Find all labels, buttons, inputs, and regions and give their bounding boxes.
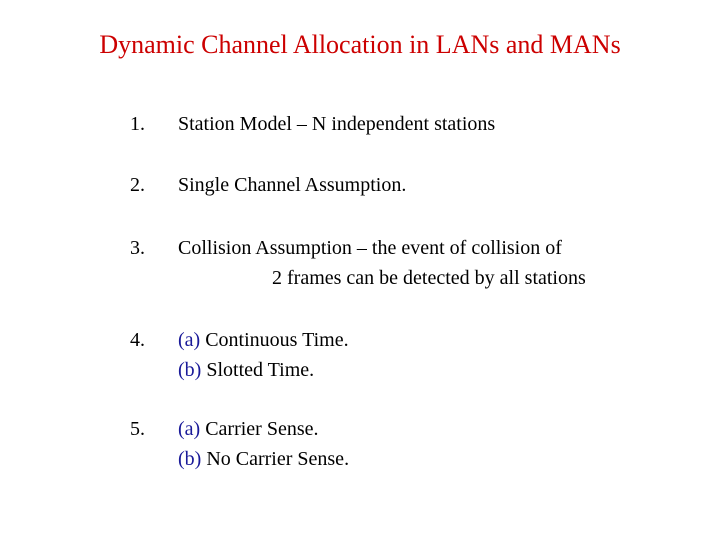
item-number: 1. bbox=[130, 113, 145, 135]
item-text: Single Channel Assumption. bbox=[178, 174, 407, 196]
item-text: Station Model – N independent stations bbox=[178, 113, 496, 135]
sub-item-text: Slotted Time. bbox=[201, 359, 315, 381]
sub-item-marker: (b) bbox=[178, 448, 202, 470]
sub-item-marker: (a) bbox=[178, 329, 201, 351]
sub-item-b bbox=[178, 444, 349, 474]
sub-item-marker: (b) bbox=[178, 359, 202, 381]
sub-item-text: No Carrier Sense. bbox=[201, 448, 350, 470]
item-text-block bbox=[178, 325, 349, 385]
sub-item-b bbox=[178, 355, 349, 385]
sub-item-a bbox=[178, 414, 349, 444]
item-text-block bbox=[178, 233, 586, 293]
item-text-block bbox=[178, 414, 349, 474]
item-text-continuation: 2 frames can be detected by all stations bbox=[272, 267, 586, 289]
sub-item-text: Carrier Sense. bbox=[200, 418, 319, 440]
sub-item-marker: (a) bbox=[178, 418, 201, 440]
sub-item-a bbox=[178, 325, 349, 355]
slide-title: Dynamic Channel Allocation in LANs and MANs bbox=[99, 30, 621, 59]
item-number: 3. bbox=[130, 237, 145, 259]
item-number: 5. bbox=[130, 418, 145, 440]
item-number: 4. bbox=[130, 329, 145, 351]
sub-item-text: Continuous Time. bbox=[200, 329, 349, 351]
item-number: 2. bbox=[130, 174, 145, 196]
item-text: Collision Assumption – the event of collision of bbox=[178, 237, 562, 259]
